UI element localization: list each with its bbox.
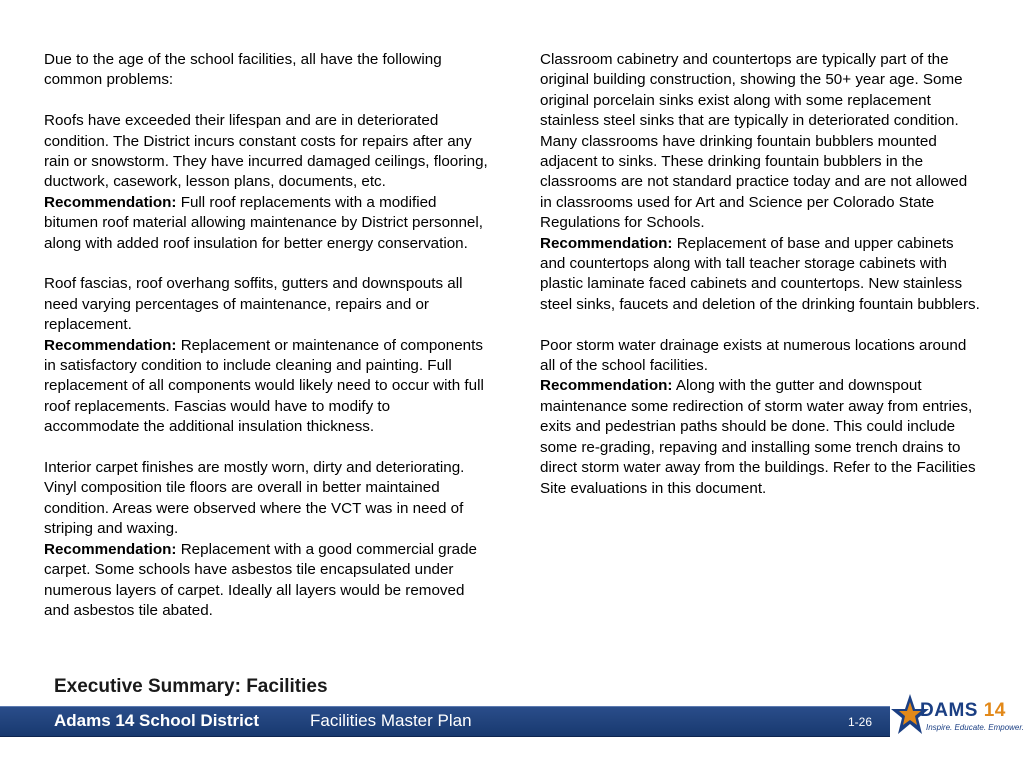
carpet-recommendation-label: Recommendation: — [44, 540, 177, 558]
logo-number: 14 — [983, 700, 1006, 721]
carpet-text: Interior carpet finishes are mostly worn, dirty and deteriorating. Vinyl composition tile floors are overall in better maintained condition. Areas were observed where the VCT was in need of striping and waxing. — [44, 459, 465, 538]
footer-plan-title: Facilities Master Plan — [310, 711, 472, 730]
drainage-recommendation-label: Recommendation: — [540, 377, 673, 395]
page-heading: Executive Summary: Facilities — [54, 676, 328, 697]
footer-district-name: Adams 14 School District — [54, 711, 260, 730]
adams14-logo — [890, 690, 1024, 740]
drainage-recommendation-text: Along with the gutter and downspout maintenance some redirection of storm water away from entries, exits and pedestrian paths should be done. This could include some re-grading, repaving and installing some trench drains to direct storm water away from the buildings. Refer to the Facilities Site evaluations in this document. — [540, 377, 976, 497]
footer-bar — [0, 706, 890, 737]
carpet-paragraph — [44, 458, 488, 621]
cabinetry-recommendation-label: Recommendation: — [540, 234, 673, 252]
cabinetry-recommendation-text: Replacement of base and upper cabinets and countertops along with tall teacher storage cabinets with plastic laminate faced cabinets and countertops. New stainless steel sinks, faucets and deletion of the drinking fountain bubblers. — [540, 234, 980, 313]
right-column — [540, 50, 980, 519]
fascias-recommendation-label: Recommendation: — [44, 336, 177, 354]
cabinetry-paragraph — [540, 50, 980, 315]
logo-tagline: Inspire. Educate. Empower. — [926, 723, 1024, 732]
carpet-recommendation-text: Replacement with a good commercial grade carpet. Some schools have asbestos tile encapsulated under numerous layers of carpet. Ideally all layers would be removed and asbestos tile abated. — [44, 540, 478, 619]
roofs-text: Roofs have exceeded their lifespan and are in deteriorated condition. The District incurs constant costs for repairs after any rain or snowstorm. They have incurred damaged ceilings, flooring, ductwork, casework, lesson plans, documents, etc. — [44, 112, 488, 191]
page-number: 1-26 — [848, 715, 873, 729]
intro-paragraph: Due to the age of the school facilities, all have the following common problems: — [44, 51, 442, 89]
roofs-recommendation-label: Recommendation: — [44, 193, 177, 211]
logo-wordmark — [920, 700, 1006, 722]
roofs-paragraph — [44, 111, 488, 254]
fascias-paragraph — [44, 274, 488, 437]
logo-name: DAMS — [920, 700, 978, 721]
fascias-text: Roof fascias, roof overhang soffits, gutters and downspouts all need varying percentages of maintenance, repairs and or replacement. — [44, 275, 463, 334]
drainage-paragraph — [540, 336, 980, 499]
roofs-recommendation-text: Full roof replacements with a modified bitumen roof material allowing maintenance by District personnel, along with added roof insulation for better energy conservation. — [44, 193, 483, 252]
cabinetry-text: Classroom cabinetry and countertops are typically part of the original building construction, showing the 50+ year age. Some original porcelain sinks exist along with some replacement stainless steel sinks that are typically in deteriorated condition. Many classrooms have drinking fountain bubblers mounted adjacent to sinks. These drinking fountain bubblers in the classrooms are not standard practice today and are not allowed in classrooms used for Art and Science per Colorado State Regulations for Schools. — [540, 51, 968, 232]
fascias-recommendation-text: Replacement or maintenance of components in satisfactory condition to include cleaning and painting. Full replacement of all components would likely need to occur with full roof replacements. Fascias would have to modify to accommodate the additional insulation thickness. — [44, 336, 484, 436]
left-column — [44, 50, 488, 642]
drainage-text: Poor storm water drainage exists at numerous locations around all of the school facilities. — [540, 336, 967, 375]
